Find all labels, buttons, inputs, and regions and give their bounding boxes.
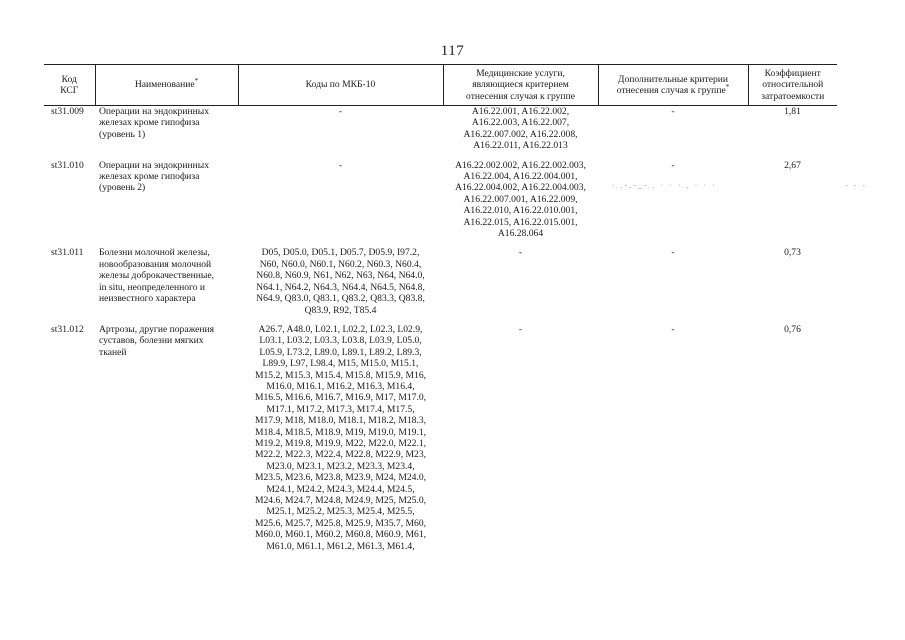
- cost-coefficient: 2,67: [784, 159, 801, 171]
- medical-services: A16.22.001, A16.22.002, A16.22.003, A16.22.007, A16.22.007.002, A16.22.008, A16.22.011, A16.22.013: [463, 106, 578, 152]
- mkb-codes: -: [338, 106, 343, 117]
- cost-coefficient: 1,81: [784, 106, 801, 117]
- ksg-name: Операции на эндокринных железах кроме гипофиза (уровень 1): [99, 106, 210, 140]
- mkb-codes: D05, D05.0, D05.1, D05.7, D05.9, I97.2, N60, N60.0, N60.1, N60.2, N60.3, N60.4, N60.8, N60.9, N61, N62, N63, N64, N64.0, N64.1, N64.2, N64.3, N64.4, N64.5, N64.8, N64.9, Q83.0, Q83.1, Q83.2, Q83.3, Q83.8, Q83.9, R92, T85.4: [256, 247, 425, 316]
- header-code: Код КСГ: [44, 65, 95, 106]
- footnote-mark: *: [194, 77, 199, 86]
- header-additional: Дополнительные критерии отнесения случая к группе*: [598, 65, 748, 106]
- ksg-code: st31.012: [51, 323, 84, 335]
- header-mkb: Коды по МКБ-10: [238, 65, 443, 106]
- ksg-code: st31.011: [51, 247, 84, 259]
- cost-coefficient: 0,73: [784, 247, 801, 259]
- ksg-name: Операции на эндокринных железах кроме гипофиза (уровень 2): [99, 159, 210, 194]
- ksg-code: st31.010: [51, 159, 84, 171]
- table-row: [44, 160, 837, 248]
- footnote-mark: *: [725, 82, 730, 91]
- scan-artifact: · .-.-_- . · · · . · · ·: [612, 181, 717, 190]
- scan-artifact: - - -: [845, 181, 867, 190]
- additional-criteria: -: [671, 106, 675, 117]
- table-header-row: [44, 65, 837, 106]
- medical-services: -: [518, 323, 523, 335]
- table-row: [44, 106, 837, 160]
- header-coefficient: Коэффициент относительной затратоемкости: [748, 65, 837, 106]
- mkb-codes: -: [338, 159, 343, 171]
- table-row: [44, 247, 837, 323]
- additional-criteria: -: [671, 323, 675, 335]
- cost-coefficient: 0,76: [784, 323, 801, 335]
- mkb-codes: A26.7, A48.0, L02.1, L02.2, L02.3, L02.9, L03.1, L03.2, L03.3, L03.8, L03.9, L05.0, L05.9, L73.2, L89.0, L89.1, L89.2, L89.3, L89.9, L97, L98.4, M15, M15.0, M15.1, M15.2, M15.3, M15.4, M15.8, M15.9, M16, M16.0, M16.1, M16.2, M16.3, M16.4, M16.5, M16.6, M16.7, M16.9, M17, M17.0, M17.1, M17.2, M17.3, M17.4, M17.5, M17.9, M18, M18.0, M18.1, M18.2, M18.3, M18.4, M18.5, M18.9, M19, M19.0, M19.1, M19.2, M19.8, M19.9, M22, M22.0, M22.1, M22.2, M22.3, M22.4, M22.8, M22.9, M23, M23.0, M23.1, M23.2, M23.3, M23.4, M23.5, M23.6, M23.8, M23.9, M24, M24.0, M24.1, M24.2, M24.3, M24.4, M24.5, M24.6, M24.7, M24.8, M24.9, M25, M25.0, M25.1, M25.2, M25.3, M25.4, M25.5, M25.6, M25.7, M25.8, M25.9, M35.7, M60, M60.0, M60.1, M60.2, M60.8, M60.9, M61, M61.0, M61.1, M61.2, M61.3, M61.4,: [254, 323, 427, 552]
- page-number: 117: [440, 43, 465, 59]
- additional-criteria: -: [671, 159, 675, 171]
- header-services: Медицинские услуги, являющиеся критерием отнесения случая к группе: [443, 65, 598, 106]
- header-name: Наименование*: [95, 65, 238, 106]
- ksg-code: st31.009: [51, 106, 84, 117]
- medical-services: A16.22.002.002, A16.22.002.003, A16.22.004, A16.22.004.001, A16.22.004.002, A16.22.004.003, A16.22.007.001, A16.22.009, A16.22.010, A16.22.010.001, A16.22.015, A16.22.015.001, A16.28.064: [455, 159, 586, 240]
- ksg-name: Болезни молочной железы, новообразования молочной железы доброкачественные, in situ, неопределенного и неизвестного характера: [99, 247, 214, 305]
- ksg-name: Артрозы, другие поражения суставов, болезни мягких тканей: [99, 323, 215, 358]
- table-row: [44, 324, 837, 560]
- medical-services: -: [518, 247, 523, 259]
- ksg-table: [44, 64, 837, 560]
- additional-criteria: -: [671, 247, 675, 259]
